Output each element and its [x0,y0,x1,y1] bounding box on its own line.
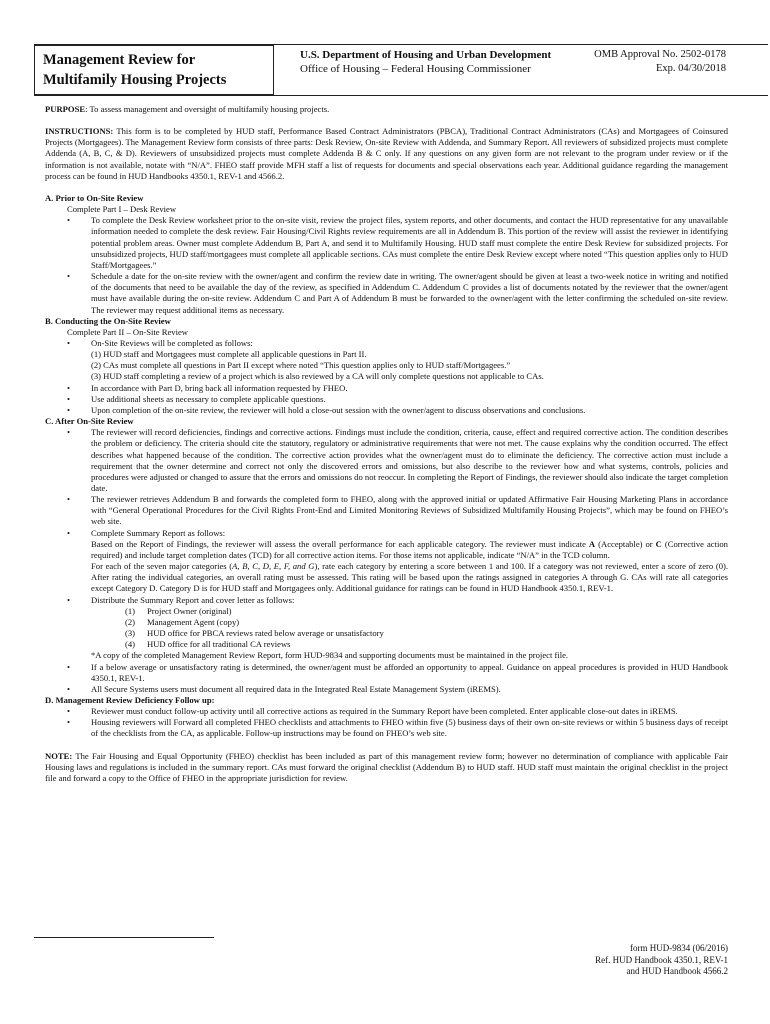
list-item: • In accordance with Part D, bring back all information requested by FHEO. [45,383,728,394]
list-item: • Use additional sheets as necessary to complete applicable questions. [45,394,728,405]
omb-expiration: Exp. 04/30/2018 [656,63,726,74]
list-item [45,595,728,662]
section-b-list [45,338,728,416]
category-letters: A, B, C, D, E, F, and G [232,561,315,572]
distribution-item: (3) HUD office for PBCA reviews rated below average or unsatisfactory [125,628,384,639]
list-item: • If a below average or unsatisfactory rating is determined, the owner/agent must be afforded an opportunity to appeal. Guidance on appeal procedures is provided in HUD Handbook 4350.1, REV-1. [45,662,728,684]
instructions-paragraph [45,126,728,182]
purpose-paragraph [45,104,728,115]
omb-approval: OMB Approval No. 2502-0178 [594,49,726,60]
section-d-heading: D. Management Review Deficiency Follow up: [45,694,215,705]
note-paragraph [45,751,728,784]
form-title-line1: Management Review for [43,52,196,68]
instructions-label: INSTRUCTIONS: [45,126,114,137]
numbered-item: (2) CAs must complete all questions in Part II except where noted “This question applies only to HUD staff/Mortgagees.” [91,360,511,371]
header [34,44,768,96]
purpose-text: : To assess management and oversight of multifamily housing projects. [85,104,330,114]
corrective-code: C [655,538,662,549]
instructions-text: This form is to be completed by HUD staff, Performance Based Contract Administrators (PBCA), Traditional Contract Administrators (CAs) and Mortgagees of Coinsured Projects (Mortgagees). The Management Review form consists of three parts: Desk Review, On-site Review with Addenda, and Summary Report. All reviewers of subsidized projects must complete Addenda (A, B, C, & D). Reviewers of unsubsidized projects must complete Addenda B & C only. If any questions on any given form are not relevant to the program under review or if the information is not available, notate with “N/A”. FHEO staff provide MFH staff a list of requests for documents and special observations each year. Additional guidance regarding the management process can be found in HUD Handbooks 4350.1, REV-1 and 4566.2. [45,126,728,181]
section-a-list [45,215,728,315]
handbook-ref-1: Ref. HUD Handbook 4350.1, REV-1 [595,954,728,965]
list-item-text: • On-Site Reviews will be completed as follows: [91,337,253,348]
department-block [300,48,551,76]
section-a-subheading: Complete Part I – Desk Review [67,204,177,215]
note-label: NOTE: [45,750,73,761]
section-d [45,695,728,740]
list-item: • The reviewer will record deficiencies, findings and corrective actions. Findings must include the condition, criteria, cause, effect and required corrective action. The condition describes the problem or deficiency. The criteria should cite the statutory, regulatory or administrative requirements that were not met. The cause explains why the condition occurred. The effect describes what happened because of the condition. The corrective action provides what the owner/agent must do to eliminate the deficiency. The corrective action must include a requirement that the owner determine and correct not only the discovered errors and omissions, but also describe to the reviewer how and what systems, controls, policies and procedures were adjusted or changed to assure that the errors and omissions do not reoccur. In completing the Report of Findings, the reviewer should also indicate the target completion date. [45,427,728,494]
list-item: • The reviewer retrieves Addendum B and forwards the completed form to FHEO, along with the approved initial or updated Affirmative Fair Housing Marketing Plans in accordance with “General Operational Procedures for the Civil Rights Front-End and Limited Monitoring Reviews of Subsidized Multifamily Housing Projects”, which may be found on FHEO’s web site. [45,494,728,527]
section-b [45,316,728,416]
form-body [45,104,728,784]
section-c [45,416,728,695]
form-number: form HUD-9834 (06/2016) [630,943,728,953]
section-a-heading: A. Prior to On-Site Review [45,192,144,203]
summary-report-rating-text: Based on the Report of Findings, the reviewer will assess the overall performance for each applicable category. The reviewer must indicate A (Acceptable) or C (Corrective action required) and include target completion dates (TCD) for all corrective action items. For those items not applicable, indicate “N/A” in the TCD column. [91,538,728,560]
numbered-item: (3) HUD staff completing a review of a project which is also reviewed by a CA will only complete questions not applicable to CAs. [91,371,544,382]
list-item-text: • Complete Summary Report as follows: [91,527,226,538]
summary-report-score-text: For each of the seven major categories (A, B, C, D, E, F, and G), rate each category by entering a score between 1 and 100. If a category was not reviewed, enter a score of zero (0). After rating the individual categories, an overall rating must be assessed. This rating will be based upon the ratings assigned in categories A through G. CAs will rate all categories except Category D. Category D is for HUD staff and Mortgagees only. Additional guidance for ratings can be found in HUD Handbook 4350.1, REV-1. [91,561,728,594]
list-item [45,528,728,595]
form-title [34,45,274,95]
list-item: • Upon completion of the on-site review, the reviewer will hold a close-out session with the owner/agent to discuss observations and conclusions. [45,405,728,416]
list-item: • To complete the Desk Review worksheet prior to the on-site visit, review the project files, system reports, and other documents, and contact the HUD representative for any unavailable information needed to complete the desk review. Fair Housing/Civil Rights review requirements are all in Addendum B. This portion of the review will assist the reviewer in identifying potential problem areas. Owner must complete Addendum B, Part A, and send it to Multifamily Housing. HUD staff must complete the entire Desk Review for subsidized projects. For unsubsidized projects, HUD staff/mortgagees must complete all applicable sections. CAs must complete the entire Desk Review except where noted “This question applies only to HUD Staff/Mortgagees.” [45,215,728,271]
section-b-subheading: Complete Part II – On-Site Review [67,326,189,337]
footer-divider [34,937,214,938]
section-b-heading: B. Conducting the On-Site Review [45,315,171,326]
purpose-label: PURPOSE [45,104,86,114]
footer [595,943,728,978]
office-name: Office of Housing – Federal Housing Commissioner [300,63,531,75]
handbook-ref-2: and HUD Handbook 4566.2 [626,966,728,976]
form-title-line2: Multifamily Housing Projects [43,72,227,88]
distribution-item: (4) HUD office for all traditional CA reviews [125,639,291,650]
section-c-heading: C. After On-Site Review [45,416,134,427]
omb-block [594,48,726,76]
list-item: • Reviewer must conduct follow-up activity until all corrective actions as required in the Summary Report have been completed. Enter applicable close-out dates in iREMS. [45,706,728,717]
section-c-list [45,427,728,695]
distribution-note: *A copy of the completed Management Review Report, form HUD-9834 and supporting documents must be maintained in the project file. [91,650,569,661]
numbered-item: (1) HUD staff and Mortgagees must complete all applicable questions in Part II. [91,349,367,360]
section-a [45,193,728,316]
distribution-item: (2) Management Agent (copy) [125,616,240,627]
acceptable-code: A [588,538,596,549]
section-d-list [45,706,728,739]
list-item: • Schedule a date for the on-site review with the owner/agent and confirm the review date in writing. The owner/agent should be given at least a two-week notice in writing and notified of the documents that need to be available the day of the review, as specified in Addendum C. Addendum C provides a list of documents notated by the reviewer that the owner/agent must have available during the on-site review. Addendum C and Part A of Addendum B must be forwarded to the owner/agent with the letter confirming the scheduled on-site review. The reviewer may request additional items as necessary. [45,271,728,316]
department-name: U.S. Department of Housing and Urban Development [300,49,552,61]
list-item [45,338,728,383]
list-item: • Housing reviewers will Forward all completed FHEO checklists and attachments to FHEO within five (5) business days of their own on-site reviews or within 5 business days of receipt of the checklists from the CA, as applicable. Follow-up instructions may be found on FHEO’s web site. [45,717,728,739]
list-item-text: • Distribute the Summary Report and cover letter as follows: [91,594,295,605]
note-text: The Fair Housing and Equal Opportunity (FHEO) checklist has been included as part of this management review form; however no determination of compliance with applicable Fair Housing laws and regulations is included in the summary report. CAs must forward the original checklist (Addendum B) to HUD staff. HUD staff must maintain the original checklist in the project file and forward a copy to the Office of FHEO in the appropriate jurisdiction for review. [45,750,728,783]
list-item: • All Secure Systems users must document all required data in the Integrated Real Estate Management System (iREMS). [45,684,728,695]
distribution-item: (1) Project Owner (original) [125,605,232,616]
